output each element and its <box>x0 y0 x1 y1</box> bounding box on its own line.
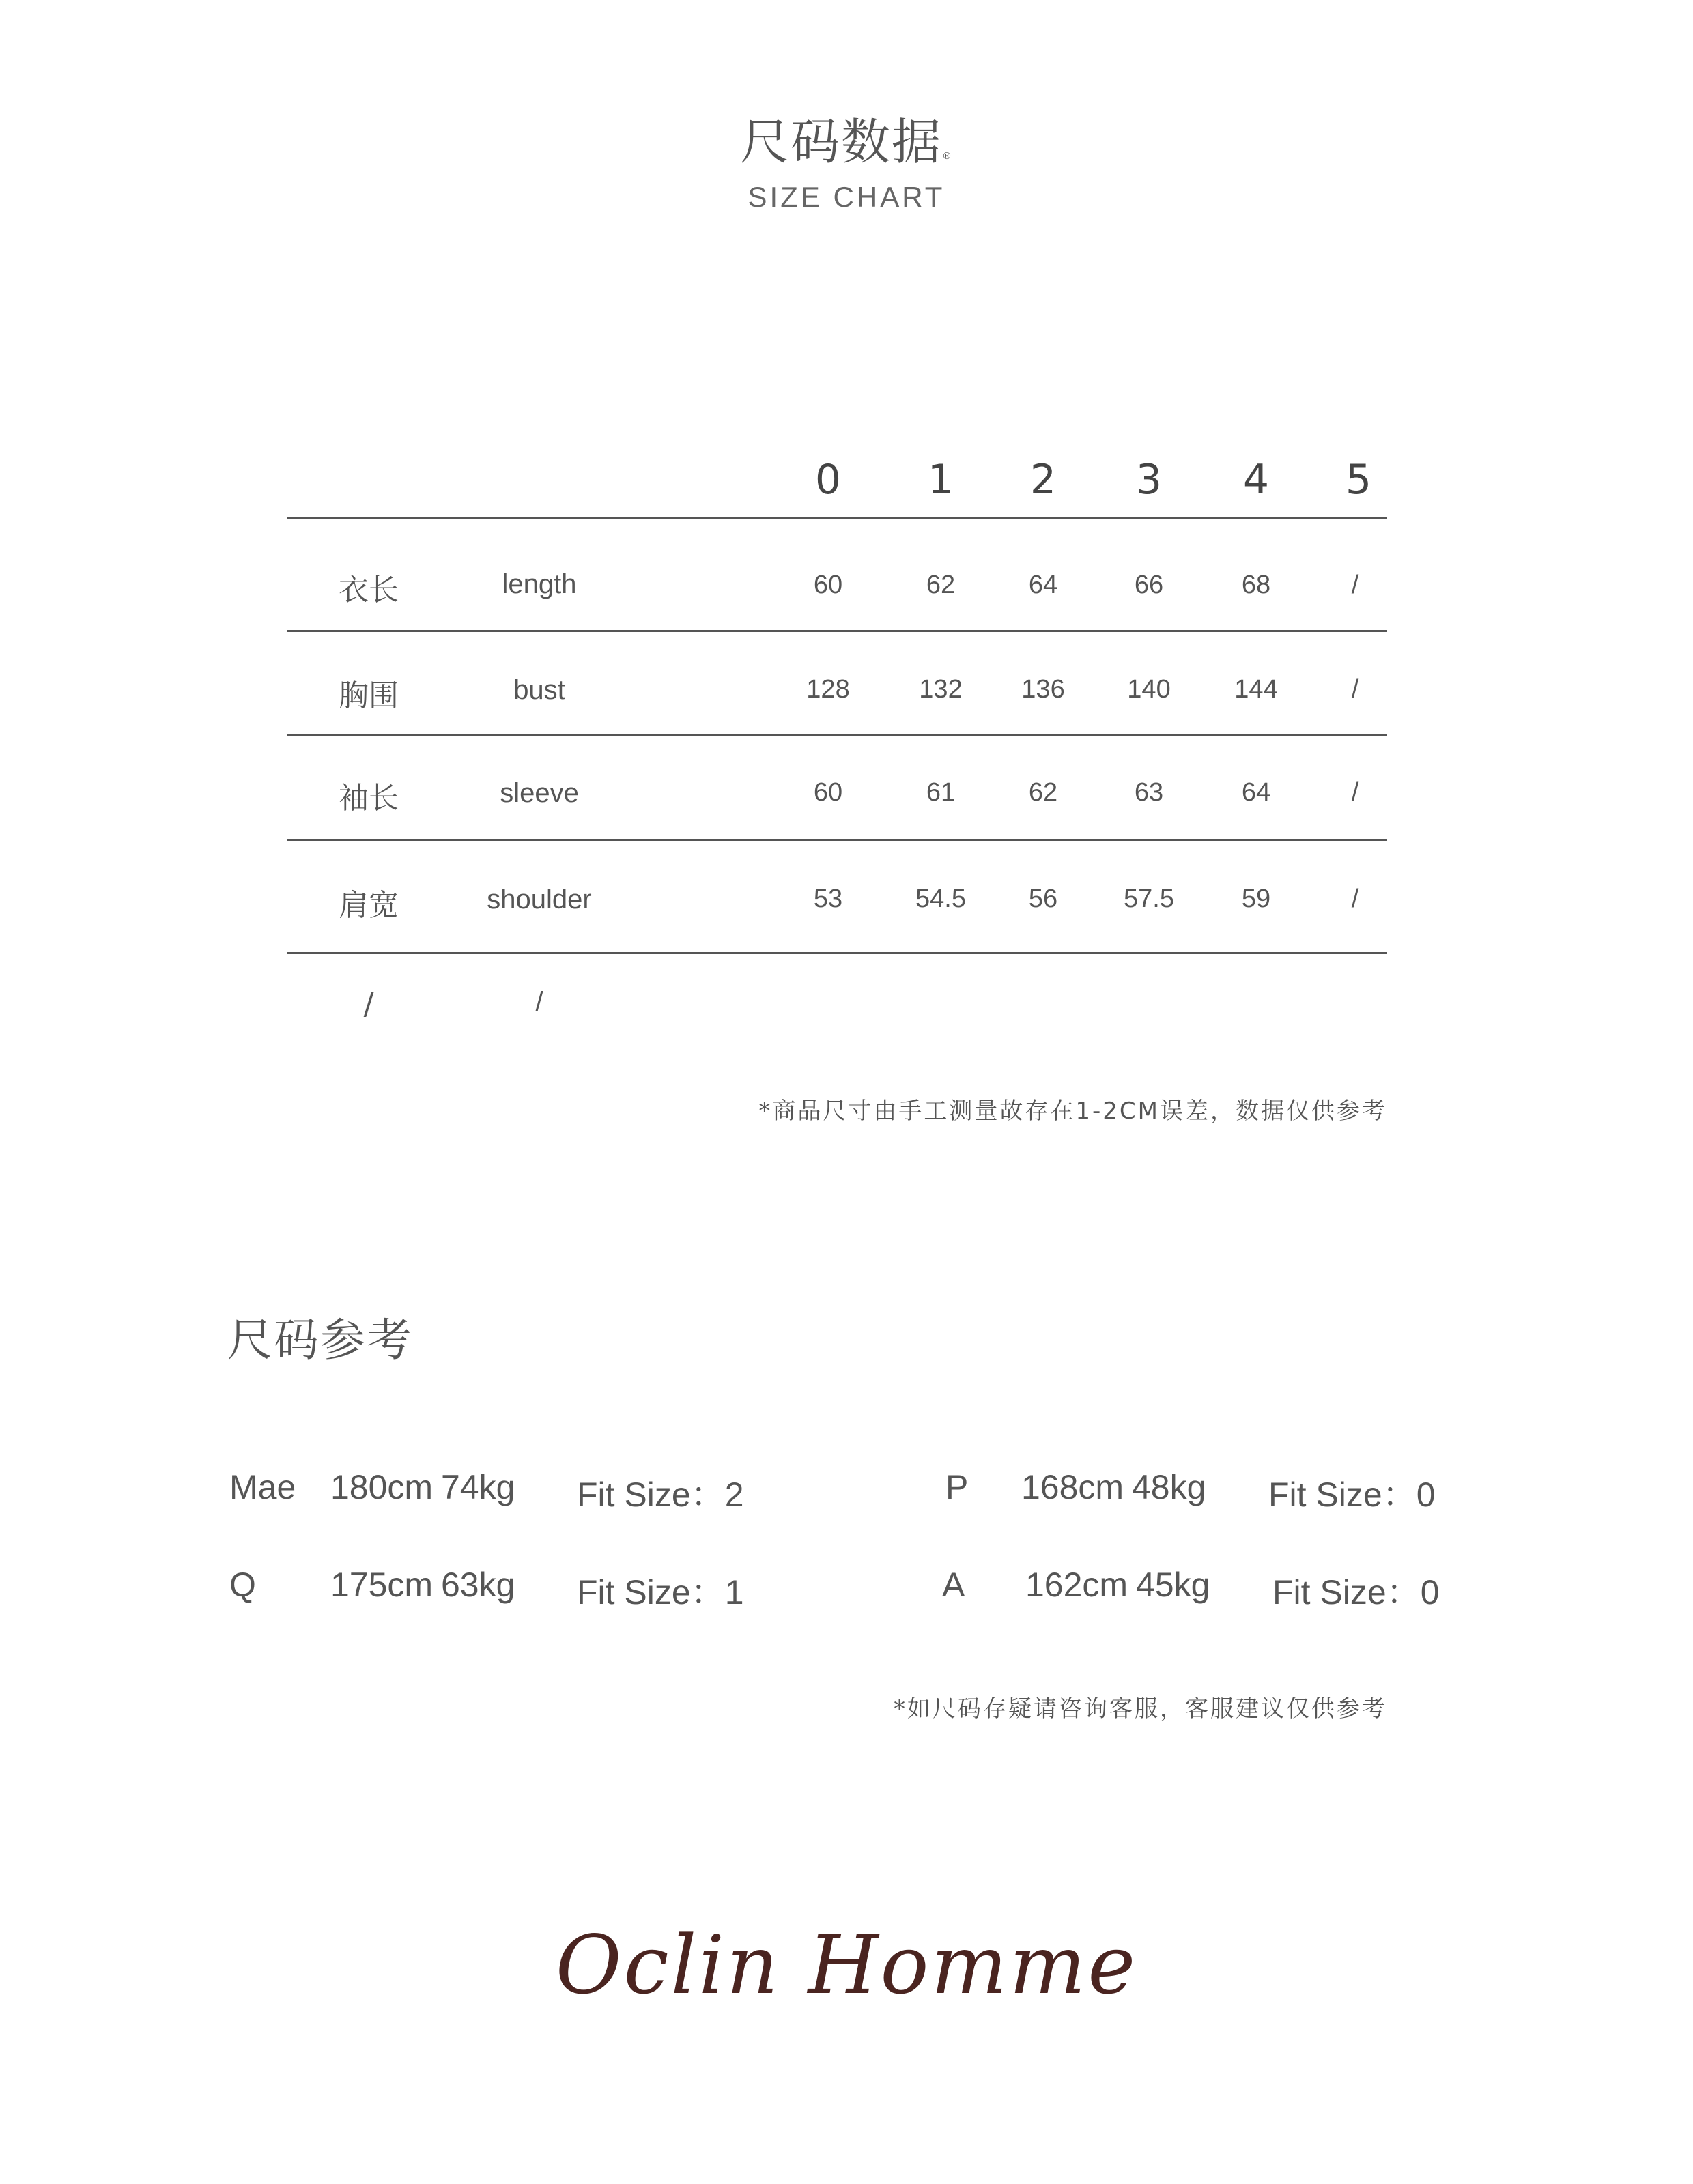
size-value: / <box>1351 571 1359 599</box>
size-value: 144 <box>1234 675 1278 704</box>
size-value: 53 <box>813 885 843 913</box>
size-column-header: 0 <box>814 456 842 504</box>
size-value: 56 <box>1028 885 1058 913</box>
model-fit-size: Fit Size：0 <box>1272 1573 1440 1611</box>
size-value: 64 <box>1241 778 1271 807</box>
size-value: / <box>1351 885 1359 913</box>
size-value: 62 <box>1028 778 1058 807</box>
model-name: P <box>945 1468 969 1506</box>
table-divider <box>287 952 1387 954</box>
table-divider <box>287 839 1387 841</box>
model-height: 180cm <box>330 1468 433 1506</box>
section-title: 尺码参考 <box>227 1314 413 1366</box>
size-value: 128 <box>806 675 850 704</box>
measure-name-en: bust <box>513 675 565 705</box>
model-height: 175cm <box>330 1566 433 1604</box>
registered-mark: ® <box>942 151 953 162</box>
model-fit-size: Fit Size：1 <box>577 1573 744 1611</box>
size-value: / <box>1351 778 1359 807</box>
table-divider <box>287 630 1387 632</box>
measure-name-cn: 衣长 <box>339 573 399 607</box>
model-fit-size: Fit Size：0 <box>1268 1476 1436 1514</box>
measure-name-cn: 胸围 <box>339 678 399 713</box>
page-title <box>0 102 1693 173</box>
page-title-text: 尺码数据 <box>739 113 942 171</box>
size-column-header: 2 <box>1029 456 1057 504</box>
size-value: / <box>1351 675 1359 704</box>
size-value: 132 <box>919 675 963 704</box>
model-weight: 48kg <box>1132 1468 1206 1506</box>
model-weight: 45kg <box>1136 1566 1210 1604</box>
model-name: A <box>942 1566 965 1604</box>
model-height: 162cm <box>1025 1566 1128 1604</box>
measure-name-en: / <box>535 987 543 1017</box>
size-value: 62 <box>926 571 956 599</box>
measure-name-en: sleeve <box>500 778 579 808</box>
page-subtitle: SIZE CHART <box>748 181 945 213</box>
model-weight: 74kg <box>441 1468 515 1506</box>
measure-name-en: shoulder <box>487 885 592 915</box>
model-name: Q <box>229 1566 256 1604</box>
size-value: 66 <box>1134 571 1164 599</box>
size-value: 59 <box>1241 885 1271 913</box>
size-value: 64 <box>1028 571 1058 599</box>
measure-name-cn: 袖长 <box>339 781 399 816</box>
brand-logo: Oclin Homme <box>555 1918 1138 2012</box>
size-column-header: 3 <box>1135 456 1163 504</box>
size-column-header: 1 <box>927 456 954 504</box>
size-value: 57.5 <box>1124 885 1174 913</box>
table-divider <box>287 517 1387 519</box>
measure-name-cn: / <box>363 987 374 1022</box>
model-height: 168cm <box>1021 1468 1124 1506</box>
model-fit-size: Fit Size：2 <box>577 1476 744 1514</box>
size-value: 60 <box>813 778 843 807</box>
size-value: 136 <box>1021 675 1065 704</box>
measure-name-cn: 肩宽 <box>339 888 399 923</box>
model-name: Mae <box>229 1468 296 1506</box>
model-weight: 63kg <box>441 1566 515 1604</box>
size-value: 54.5 <box>915 885 966 913</box>
size-value: 61 <box>926 778 956 807</box>
advice-note: *如尺码存疑请咨询客服，客服建议仅供参考 <box>894 1695 1387 1723</box>
measurement-note: *商品尺寸由手工测量故存在1-2CM误差，数据仅供参考 <box>758 1097 1387 1125</box>
size-value: 68 <box>1241 571 1271 599</box>
size-column-header: 4 <box>1242 456 1270 504</box>
size-column-header: 5 <box>1345 456 1372 504</box>
size-value: 63 <box>1134 778 1164 807</box>
table-divider <box>287 734 1387 736</box>
measure-name-en: length <box>502 569 577 599</box>
size-value: 60 <box>813 571 843 599</box>
size-value: 140 <box>1127 675 1171 704</box>
